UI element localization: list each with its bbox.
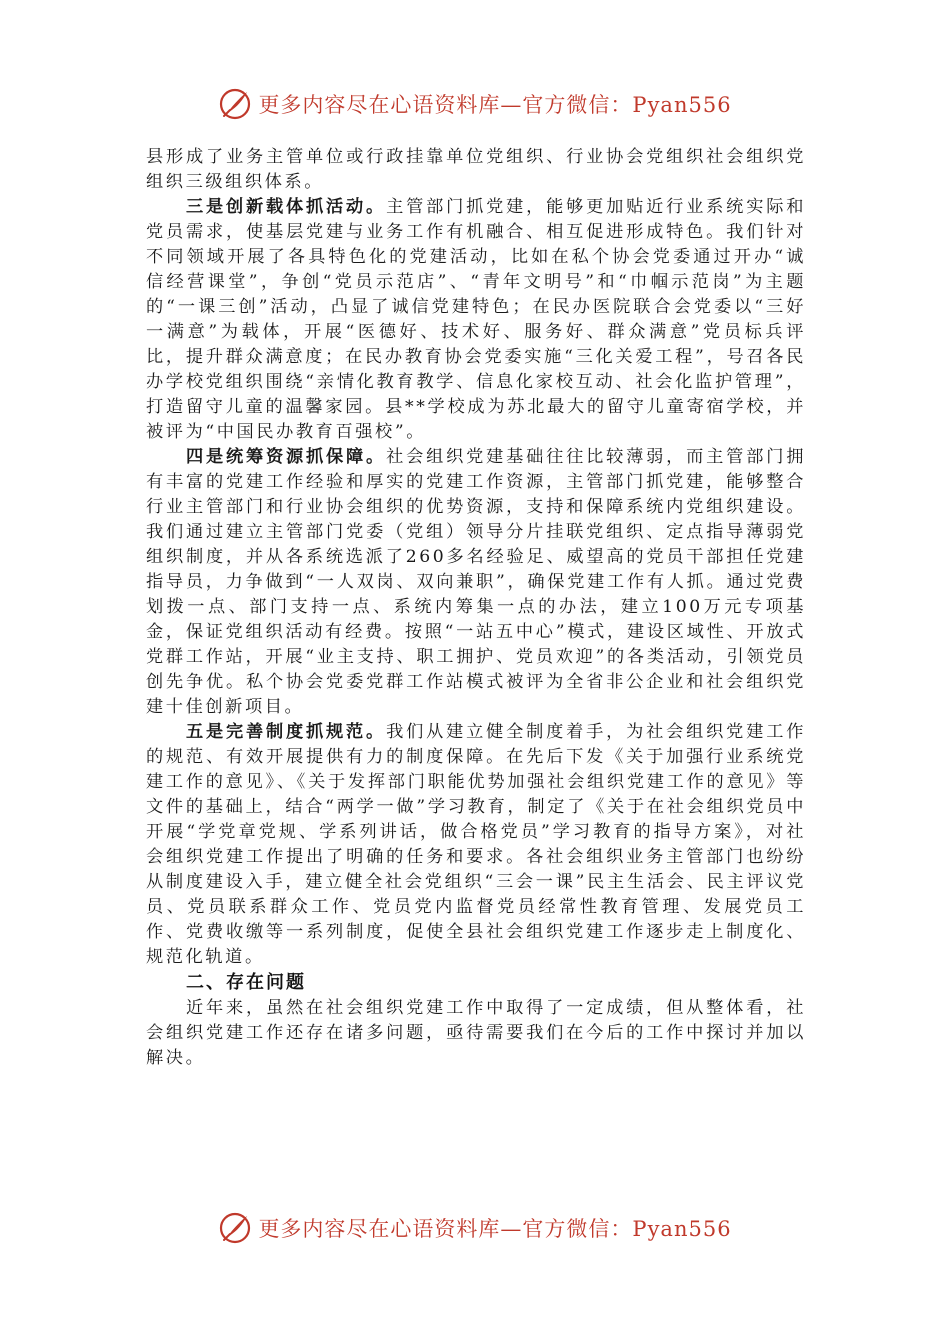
paragraph-text: 县形成了业务主管单位或行政挂靠单位党组织、行业协会党组织社会组织党组织三级组织体系。 (146, 147, 806, 192)
paragraph-resources (146, 445, 806, 720)
paragraph-lead: 三是创新载体抓活动。 (186, 197, 387, 217)
quill-pen-circle-icon (218, 87, 252, 121)
paragraph-text: 我们从建立健全制度着手，为社会组织党建工作的规范、有效开展提供有力的制度保障。在先后下发《关于加强行业系统党建工作的意见》、《关于发挥部门职能优势加强社会组织党建工作的意见》等文件的基础上，结合“两学一做”学习教育，制定了《关于在社会组织党员中开展“学党章党规、学系列讲话，做合格党员”学习教育的指导方案》，对社会组织党建工作提出了明确的任务和要求。各社会组织业务主管部门也纷纷从制度建设入手，建立健全社会党组织“三会一课”民主生活会、民主评议党员、党员联系群众工作、党员党内监督党员经常性教育管理、发展党员工作、党费收缴等一系列制度，促使全县社会组织党建工作逐步走上制度化、规范化轨道。 (146, 722, 806, 967)
section-heading: 二、存在问题 (186, 972, 306, 993)
footer-banner-text: 更多内容尽在心语资料库—官方微信：Pyan556 (258, 1217, 732, 1241)
paragraph-text: 主管部门抓党建，能够更加贴近行业系统实际和党员需求，使基层党建与业务工作有机融合、相互促进形成特色。我们针对不同领域开展了各具特色化的党建活动，比如在私个协会党委通过开办“诚信经营课堂”，争创“党员示范店”、“青年文明号”和“巾帼示范岗”为主题的“一课三创”活动，凸显了诚信党建特色；在民办医院联合会党委以“三好一满意”为载体，开展“医德好、技术好、服务好、群众满意”党员标兵评比，提升群众满意度；在民办教育协会党委实施“三化关爱工程”，号召各民办学校党组织围绕“亲情化教育教学、信息化家校互动、社会化监护管理”，打造留守儿童的温馨家园。县**学校成为苏北最大的留守儿童寄宿学校，并被评为“中国民办教育百强校”。 (146, 197, 806, 442)
header-banner (0, 84, 950, 124)
header-banner-text: 更多内容尽在心语资料库—官方微信：Pyan556 (258, 93, 732, 117)
paragraph-closing: 近年来，虽然在社会组织党建工作中取得了一定成绩，但从整体看，社会组织党建工作还存在诸多问题，亟待需要我们在今后的工作中探讨并加以解决。 (146, 998, 806, 1068)
paragraph-continuation (146, 145, 806, 195)
paragraph-lead: 五是完善制度抓规范。 (186, 722, 387, 742)
paragraph-lead: 四是统筹资源抓保障。 (186, 447, 387, 467)
paragraph-text: 社会组织党建基础往往比较薄弱，而主管部门拥有丰富的党建工作经验和厚实的党建工作资源，主管部门抓党建，能够整合行业主管部门和行业协会组织的优势资源，支持和保障系统内党组织建设。我们通过建立主管部门党委（党组）领导分片挂联党组织、定点指导薄弱党组织制度，并从各系统选派了260多名经验足、威望高的党员干部担任党建指导员，力争做到“一人双岗、双向兼职”，确保党建工作有人抓。通过党费划拨一点、部门支持一点、系统内筹集一点的办法，建立100万元专项基金，保证党组织活动有经费。按照“一站五中心”模式，建设区域性、开放式党群工作站，开展“业主支持、职工拥护、党员欢迎”的各类活动，引领党员创先争优。私个协会党委党群工作站模式被评为全省非公企业和社会组织党建十佳创新项目。 (146, 447, 806, 717)
footer-banner (0, 1208, 950, 1248)
paragraph-system (146, 720, 806, 970)
paragraph-innovation (146, 195, 806, 445)
body-text (146, 145, 806, 1071)
quill-pen-circle-icon (218, 1211, 252, 1245)
